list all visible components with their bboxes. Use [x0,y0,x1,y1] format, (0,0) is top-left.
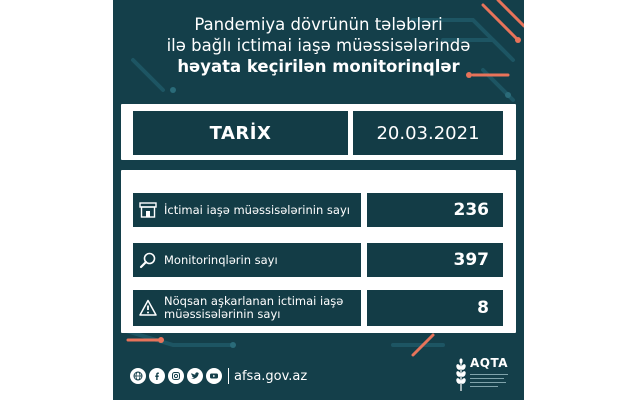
logo-subtext-lines [470,374,508,387]
stat-label-establishments [133,193,361,227]
website-link[interactable]: afsa.gov.az [234,368,308,384]
title-line-3: həyata keçirilən monitorinqlər [177,57,460,76]
stat-label-text: İctimai iaşə müəssisələrinin sayı [164,202,350,217]
instagram-icon[interactable] [168,368,184,384]
footer-divider [228,368,229,384]
footer-social-bar [130,365,307,387]
aqta-logo [453,355,513,393]
stat-label-line-2: müəssisələrinin sayı [164,307,281,321]
stat-value-monitorings: 397 [367,243,503,277]
twitter-icon[interactable] [187,368,203,384]
magnifier-icon [139,251,157,269]
title-line-2: ilə bağlı ictimai iaşə müəssisələrində [166,36,471,55]
stat-label-violations [133,290,361,326]
warning-icon [139,299,157,317]
infographic-poster [113,0,524,400]
stat-label-text [164,295,343,321]
stat-label-line-1: Nöqsan aşkarlanan ictimai iaşə [164,294,344,308]
facebook-icon[interactable] [149,368,165,384]
globe-icon[interactable] [130,368,146,384]
logo-text: AQTA [470,356,509,370]
poster-title [113,14,524,77]
title-line-1: Pandemiya dövrünün tələbləri [194,15,443,34]
stat-label-monitorings [133,243,361,277]
stat-value-violations: 8 [367,290,503,326]
date-value: 20.03.2021 [353,111,503,155]
wheat-emblem-icon [453,355,469,393]
date-label: TARİX [133,111,348,155]
stat-label-text: Monitorinqlərin sayı [164,252,278,267]
stat-value-establishments: 236 [367,193,503,227]
youtube-icon[interactable] [206,368,222,384]
storefront-icon [139,201,157,219]
